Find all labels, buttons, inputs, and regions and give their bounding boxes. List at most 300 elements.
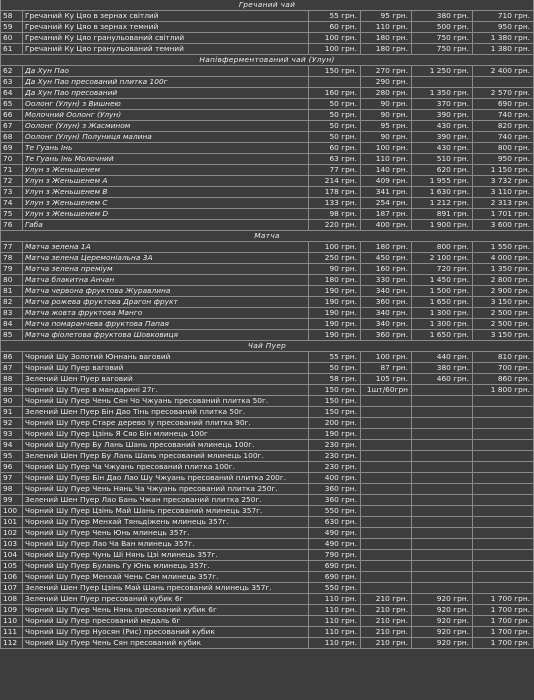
- item-name: Чорний Шу Пуер Ча Чжуань пресований плитка 100г.: [23, 462, 309, 473]
- item-name: Матча червона фруктова Журавлина: [23, 286, 309, 297]
- item-number: 87: [1, 363, 23, 374]
- price-1kg: 4 000 грн.: [473, 253, 534, 264]
- table-row: [1, 220, 534, 231]
- table-row: [1, 264, 534, 275]
- price-1kg: [473, 550, 534, 561]
- item-number: 62: [1, 66, 23, 77]
- item-name: Чорний Шу Пуер Цзінь Май Шань пресований млинець 357г.: [23, 506, 309, 517]
- item-number: 108: [1, 594, 23, 605]
- price-50g: 50 грн.: [309, 363, 361, 374]
- price-50g: 630 грн.: [309, 517, 361, 528]
- price-100g: 270 грн.: [361, 66, 412, 77]
- table-row: [1, 132, 534, 143]
- price-500g: 750 грн.: [412, 44, 473, 55]
- price-1kg: [473, 539, 534, 550]
- price-500g: 390 грн.: [412, 110, 473, 121]
- price-50g: 60 грн.: [309, 143, 361, 154]
- table-row: [1, 506, 534, 517]
- price-100g: [361, 506, 412, 517]
- price-1kg: 690 грн.: [473, 99, 534, 110]
- price-50g: 63 грн.: [309, 154, 361, 165]
- price-100g: [361, 495, 412, 506]
- item-name: Те Гуань Інь: [23, 143, 309, 154]
- price-1kg: 1 700 грн.: [473, 605, 534, 616]
- item-number: 65: [1, 99, 23, 110]
- section-title: Матча: [1, 231, 534, 242]
- price-100g: 254 грн.: [361, 198, 412, 209]
- price-50g: 550 грн.: [309, 506, 361, 517]
- table-row: [1, 308, 534, 319]
- price-500g: 620 грн.: [412, 165, 473, 176]
- price-1kg: 3 600 грн.: [473, 220, 534, 231]
- item-number: 85: [1, 330, 23, 341]
- section-header-row: [1, 55, 534, 66]
- table-row: [1, 66, 534, 77]
- price-1kg: 740 грн.: [473, 110, 534, 121]
- price-50g: [309, 77, 361, 88]
- price-500g: [412, 539, 473, 550]
- table-row: [1, 572, 534, 583]
- price-100g: 110 грн.: [361, 22, 412, 33]
- price-500g: 920 грн.: [412, 605, 473, 616]
- item-number: 69: [1, 143, 23, 154]
- price-100g: [361, 517, 412, 528]
- price-500g: 750 грн.: [412, 33, 473, 44]
- price-50g: 360 грн.: [309, 484, 361, 495]
- price-50g: 790 грн.: [309, 550, 361, 561]
- price-50g: 100 грн.: [309, 44, 361, 55]
- item-name: Улун з Женьшенем: [23, 165, 309, 176]
- price-1kg: 1 350 грн.: [473, 264, 534, 275]
- item-name: Чорний Шу Золотий Юннань ваговий: [23, 352, 309, 363]
- price-500g: 920 грн.: [412, 616, 473, 627]
- price-50g: 60 грн.: [309, 22, 361, 33]
- table-row: [1, 22, 534, 33]
- price-1kg: [473, 396, 534, 407]
- price-1kg: 1 700 грн.: [473, 616, 534, 627]
- price-500g: 891 грн.: [412, 209, 473, 220]
- item-number: 86: [1, 352, 23, 363]
- price-100g: 180 грн.: [361, 242, 412, 253]
- table-row: [1, 440, 534, 451]
- price-1kg: [473, 506, 534, 517]
- price-100g: 290 грн.: [361, 77, 412, 88]
- item-name: Чорний Шу Пуер Чень Нянь пресований кубик 6г: [23, 605, 309, 616]
- table-row: [1, 484, 534, 495]
- price-1kg: 3 110 грн.: [473, 187, 534, 198]
- price-500g: 1 630 грн.: [412, 187, 473, 198]
- item-number: 80: [1, 275, 23, 286]
- price-100g: [361, 440, 412, 451]
- price-500g: 1 212 грн.: [412, 198, 473, 209]
- price-100g: [361, 407, 412, 418]
- item-name: Гречаний Ку Цяо в зернах темний: [23, 22, 309, 33]
- item-number: 78: [1, 253, 23, 264]
- price-100g: 340 грн.: [361, 319, 412, 330]
- table-row: [1, 297, 534, 308]
- price-100g: [361, 418, 412, 429]
- price-1kg: [473, 484, 534, 495]
- table-row: [1, 561, 534, 572]
- price-500g: [412, 77, 473, 88]
- item-name: Матча зелена преміум: [23, 264, 309, 275]
- price-500g: 920 грн.: [412, 638, 473, 649]
- table-row: [1, 33, 534, 44]
- table-row: [1, 275, 534, 286]
- item-name: Зелений Шен Пуер ваговий: [23, 374, 309, 385]
- price-500g: [412, 484, 473, 495]
- price-100g: [361, 484, 412, 495]
- price-1kg: 1 380 грн.: [473, 33, 534, 44]
- price-100g: 360 грн.: [361, 297, 412, 308]
- price-500g: [412, 462, 473, 473]
- price-500g: 920 грн.: [412, 594, 473, 605]
- item-number: 97: [1, 473, 23, 484]
- price-100g: 95 грн.: [361, 11, 412, 22]
- price-1kg: [473, 473, 534, 484]
- price-100g: 210 грн.: [361, 605, 412, 616]
- table-row: [1, 143, 534, 154]
- item-number: 74: [1, 198, 23, 209]
- price-1kg: 710 грн.: [473, 11, 534, 22]
- item-name: Чорний Шу Пуер ваговий: [23, 363, 309, 374]
- item-name: Зелений Шен Пуер Лао Бань Чжан пресований плитка 250г.: [23, 495, 309, 506]
- item-name: Зелений Шен Пуер Бу Лань Шань пресований млинець 100г.: [23, 451, 309, 462]
- price-1kg: 740 грн.: [473, 132, 534, 143]
- item-number: 91: [1, 407, 23, 418]
- item-number: 58: [1, 11, 23, 22]
- price-100g: 180 грн.: [361, 33, 412, 44]
- price-50g: 214 грн.: [309, 176, 361, 187]
- price-100g: [361, 550, 412, 561]
- item-number: 67: [1, 121, 23, 132]
- price-50g: 160 грн.: [309, 88, 361, 99]
- item-name: Зелений Шен Пуер Бін Дао Тінь пресований плитка 50г.: [23, 407, 309, 418]
- price-100g: 110 грн.: [361, 154, 412, 165]
- section-header-row: [1, 0, 534, 11]
- section-header-row: [1, 231, 534, 242]
- table-row: [1, 198, 534, 209]
- price-100g: [361, 572, 412, 583]
- item-name: Чорний Шу Пуер Чунь Ші Нянь Цзі млинець 357г.: [23, 550, 309, 561]
- price-500g: [412, 506, 473, 517]
- item-number: 59: [1, 22, 23, 33]
- item-number: 88: [1, 374, 23, 385]
- table-row: [1, 11, 534, 22]
- item-number: 100: [1, 506, 23, 517]
- price-500g: [412, 418, 473, 429]
- price-500g: 1 250 грн.: [412, 66, 473, 77]
- price-100g: [361, 462, 412, 473]
- price-100g: 400 грн.: [361, 220, 412, 231]
- price-50g: 100 грн.: [309, 242, 361, 253]
- item-number: 60: [1, 33, 23, 44]
- price-500g: 1 500 грн.: [412, 286, 473, 297]
- price-500g: 1 650 грн.: [412, 330, 473, 341]
- price-500g: 440 грн.: [412, 352, 473, 363]
- item-number: 98: [1, 484, 23, 495]
- price-50g: 150 грн.: [309, 66, 361, 77]
- table-row: [1, 110, 534, 121]
- item-number: 103: [1, 539, 23, 550]
- table-row: [1, 396, 534, 407]
- price-100g: 90 грн.: [361, 110, 412, 121]
- price-50g: 190 грн.: [309, 319, 361, 330]
- price-100g: [361, 528, 412, 539]
- price-50g: 50 грн.: [309, 99, 361, 110]
- item-name: Чорний Шу Пуер Чень Нянь Ча Чжуань пресований плитка 250г.: [23, 484, 309, 495]
- price-1kg: 2 800 грн.: [473, 275, 534, 286]
- price-100g: 210 грн.: [361, 594, 412, 605]
- item-name: Оолонг (Улун) з Жасмином: [23, 121, 309, 132]
- item-name: Гречаний Ку Цяо гранульований темний: [23, 44, 309, 55]
- item-number: 71: [1, 165, 23, 176]
- table-row: [1, 627, 534, 638]
- table-row: [1, 407, 534, 418]
- price-1kg: [473, 462, 534, 473]
- price-500g: 510 грн.: [412, 154, 473, 165]
- price-500g: [412, 440, 473, 451]
- item-name: Матча рожева фруктова Дрaгон фрукт: [23, 297, 309, 308]
- price-500g: [412, 583, 473, 594]
- item-number: 105: [1, 561, 23, 572]
- price-1kg: [473, 572, 534, 583]
- price-500g: 1 955 грн.: [412, 176, 473, 187]
- price-50g: 220 грн.: [309, 220, 361, 231]
- price-1kg: [473, 583, 534, 594]
- item-name: Оолонг (Улун) з Вишнею: [23, 99, 309, 110]
- item-number: 93: [1, 429, 23, 440]
- price-500g: 380 грн.: [412, 11, 473, 22]
- price-50g: 190 грн.: [309, 429, 361, 440]
- table-row: [1, 429, 534, 440]
- table-row: [1, 528, 534, 539]
- price-100g: 360 грн.: [361, 330, 412, 341]
- price-100g: [361, 429, 412, 440]
- price-100g: 187 грн.: [361, 209, 412, 220]
- price-50g: 110 грн.: [309, 616, 361, 627]
- section-title: Чай Пуер: [1, 341, 534, 352]
- price-table-body: [1, 0, 534, 649]
- price-50g: 77 грн.: [309, 165, 361, 176]
- price-1kg: 1 800 грн.: [473, 385, 534, 396]
- price-500g: 430 грн.: [412, 143, 473, 154]
- price-100g: 210 грн.: [361, 627, 412, 638]
- price-100g: 140 грн.: [361, 165, 412, 176]
- item-number: 106: [1, 572, 23, 583]
- item-name: Гречаний Ку Цяо в зернах світлий: [23, 11, 309, 22]
- price-50g: 110 грн.: [309, 638, 361, 649]
- item-number: 72: [1, 176, 23, 187]
- price-50g: 110 грн.: [309, 627, 361, 638]
- price-1kg: 3 150 грн.: [473, 297, 534, 308]
- price-1kg: [473, 528, 534, 539]
- table-row: [1, 352, 534, 363]
- price-50g: 250 грн.: [309, 253, 361, 264]
- table-row: [1, 77, 534, 88]
- item-number: 107: [1, 583, 23, 594]
- item-name: Улун з Женьшенем А: [23, 176, 309, 187]
- table-row: [1, 539, 534, 550]
- item-number: 83: [1, 308, 23, 319]
- table-row: [1, 165, 534, 176]
- price-1kg: 3 150 грн.: [473, 330, 534, 341]
- price-100g: [361, 539, 412, 550]
- table-row: [1, 583, 534, 594]
- price-1kg: 1 701 грн.: [473, 209, 534, 220]
- price-100g: 100 грн.: [361, 143, 412, 154]
- table-row: [1, 495, 534, 506]
- price-50g: 150 грн.: [309, 407, 361, 418]
- price-50g: 110 грн.: [309, 594, 361, 605]
- price-1kg: 1 700 грн.: [473, 638, 534, 649]
- price-50g: 490 грн.: [309, 528, 361, 539]
- price-500g: 1 450 грн.: [412, 275, 473, 286]
- price-50g: 150 грн.: [309, 385, 361, 396]
- price-1kg: 1 700 грн.: [473, 627, 534, 638]
- price-100g: 280 грн.: [361, 88, 412, 99]
- table-row: [1, 374, 534, 385]
- item-name: Матча блакитна Анчан: [23, 275, 309, 286]
- price-500g: 390 грн.: [412, 132, 473, 143]
- table-row: [1, 418, 534, 429]
- price-1kg: 860 грн.: [473, 374, 534, 385]
- section-title: Гречаний чай: [1, 0, 534, 11]
- price-1kg: [473, 418, 534, 429]
- price-100g: 409 грн.: [361, 176, 412, 187]
- price-50g: 230 грн.: [309, 462, 361, 473]
- item-name: Чорний Шу Пуер Чень Сян Чо Чжуань пресований плитка 50г.: [23, 396, 309, 407]
- price-1kg: 700 грн.: [473, 363, 534, 374]
- price-50g: 190 грн.: [309, 297, 361, 308]
- price-1kg: 1 150 грн.: [473, 165, 534, 176]
- item-number: 84: [1, 319, 23, 330]
- price-100g: 90 грн.: [361, 132, 412, 143]
- table-row: [1, 286, 534, 297]
- price-1kg: 3 732 грн.: [473, 176, 534, 187]
- item-name: Чорний Шу Пуер Цзінь Я Сяо Бін млинець 100г: [23, 429, 309, 440]
- price-50g: 190 грн.: [309, 286, 361, 297]
- price-100g: 180 грн.: [361, 44, 412, 55]
- price-1kg: 2 400 грн.: [473, 66, 534, 77]
- item-number: 101: [1, 517, 23, 528]
- price-500g: [412, 451, 473, 462]
- item-name: Чорний Шу Пуер Бу Лань Шань пресований млинець 100г.: [23, 440, 309, 451]
- item-number: 76: [1, 220, 23, 231]
- price-1kg: [473, 440, 534, 451]
- price-50g: 150 грн.: [309, 396, 361, 407]
- price-1kg: 800 грн.: [473, 143, 534, 154]
- price-1kg: 2 500 грн.: [473, 319, 534, 330]
- price-500g: 1 350 грн.: [412, 88, 473, 99]
- price-100g: 105 грн.: [361, 374, 412, 385]
- price-500g: 720 грн.: [412, 264, 473, 275]
- price-50g: 90 грн.: [309, 264, 361, 275]
- item-number: 61: [1, 44, 23, 55]
- item-name: Зелений Шен Пуер пресований кубик 6г: [23, 594, 309, 605]
- price-100g: 341 грн.: [361, 187, 412, 198]
- price-500g: 430 грн.: [412, 121, 473, 132]
- item-number: 111: [1, 627, 23, 638]
- item-name: Улун з Женьшенем D: [23, 209, 309, 220]
- price-500g: 460 грн.: [412, 374, 473, 385]
- item-number: 94: [1, 440, 23, 451]
- item-name: Чорний Шу Пуер Чень Сян пресований кубик: [23, 638, 309, 649]
- price-100g: 1шт/60грн: [361, 385, 412, 396]
- item-number: 82: [1, 297, 23, 308]
- price-50g: 98 грн.: [309, 209, 361, 220]
- item-number: 89: [1, 385, 23, 396]
- item-name: Чорний Шу Пуер Лао Ча Ван млинець 357г.: [23, 539, 309, 550]
- item-name: Да Хун Пао пресований плитка 100г: [23, 77, 309, 88]
- item-number: 79: [1, 264, 23, 275]
- item-number: 95: [1, 451, 23, 462]
- table-row: [1, 385, 534, 396]
- item-name: Зелений Шен Пуер Цзінь Май Шань пресований млинець 357г.: [23, 583, 309, 594]
- item-name: Матча зелена 1А: [23, 242, 309, 253]
- item-name: Чорний Шу Пуер пресований медаль 6г: [23, 616, 309, 627]
- price-50g: 100 грн.: [309, 33, 361, 44]
- item-number: 66: [1, 110, 23, 121]
- item-name: Матча жовта фруктова Манго: [23, 308, 309, 319]
- price-50g: 690 грн.: [309, 572, 361, 583]
- item-name: Оолонг (Улун) Полуниця малина: [23, 132, 309, 143]
- price-100g: [361, 451, 412, 462]
- price-50g: 50 грн.: [309, 110, 361, 121]
- price-1kg: [473, 407, 534, 418]
- price-1kg: [473, 451, 534, 462]
- price-50g: 110 грн.: [309, 605, 361, 616]
- price-50g: 50 грн.: [309, 132, 361, 143]
- item-name: Габа: [23, 220, 309, 231]
- price-500g: 1 300 грн.: [412, 308, 473, 319]
- price-500g: [412, 561, 473, 572]
- price-1kg: 950 грн.: [473, 154, 534, 165]
- item-number: 90: [1, 396, 23, 407]
- item-name: Чорний Шу Пуер Менхай Тяньдіжень млинець 357г.: [23, 517, 309, 528]
- item-name: Чорний Шу Пуер в мандарині 27г.: [23, 385, 309, 396]
- price-500g: 370 грн.: [412, 99, 473, 110]
- price-1kg: 1 550 грн.: [473, 242, 534, 253]
- price-500g: [412, 385, 473, 396]
- item-name: Чорний Шу Пуер Чень Юнь млинець 357г.: [23, 528, 309, 539]
- table-row: [1, 616, 534, 627]
- item-name: Чорний Шу Пуер Бін Дао Лао Шу Чжуань пресований плитка 200г.: [23, 473, 309, 484]
- price-500g: 800 грн.: [412, 242, 473, 253]
- item-number: 110: [1, 616, 23, 627]
- item-number: 104: [1, 550, 23, 561]
- item-number: 68: [1, 132, 23, 143]
- price-50g: 178 грн.: [309, 187, 361, 198]
- table-row: [1, 462, 534, 473]
- price-1kg: 1 380 грн.: [473, 44, 534, 55]
- table-row: [1, 242, 534, 253]
- price-1kg: [473, 517, 534, 528]
- price-500g: 1 650 грн.: [412, 297, 473, 308]
- price-1kg: 810 грн.: [473, 352, 534, 363]
- price-100g: 160 грн.: [361, 264, 412, 275]
- item-name: Чорний Шу Пуер Менхай Чень Сян млинець 357г.: [23, 572, 309, 583]
- table-row: [1, 154, 534, 165]
- price-50g: 690 грн.: [309, 561, 361, 572]
- table-row: [1, 605, 534, 616]
- price-500g: [412, 429, 473, 440]
- price-1kg: 1 700 грн.: [473, 594, 534, 605]
- price-500g: 1 900 грн.: [412, 220, 473, 231]
- price-100g: [361, 473, 412, 484]
- price-100g: [361, 396, 412, 407]
- table-row: [1, 330, 534, 341]
